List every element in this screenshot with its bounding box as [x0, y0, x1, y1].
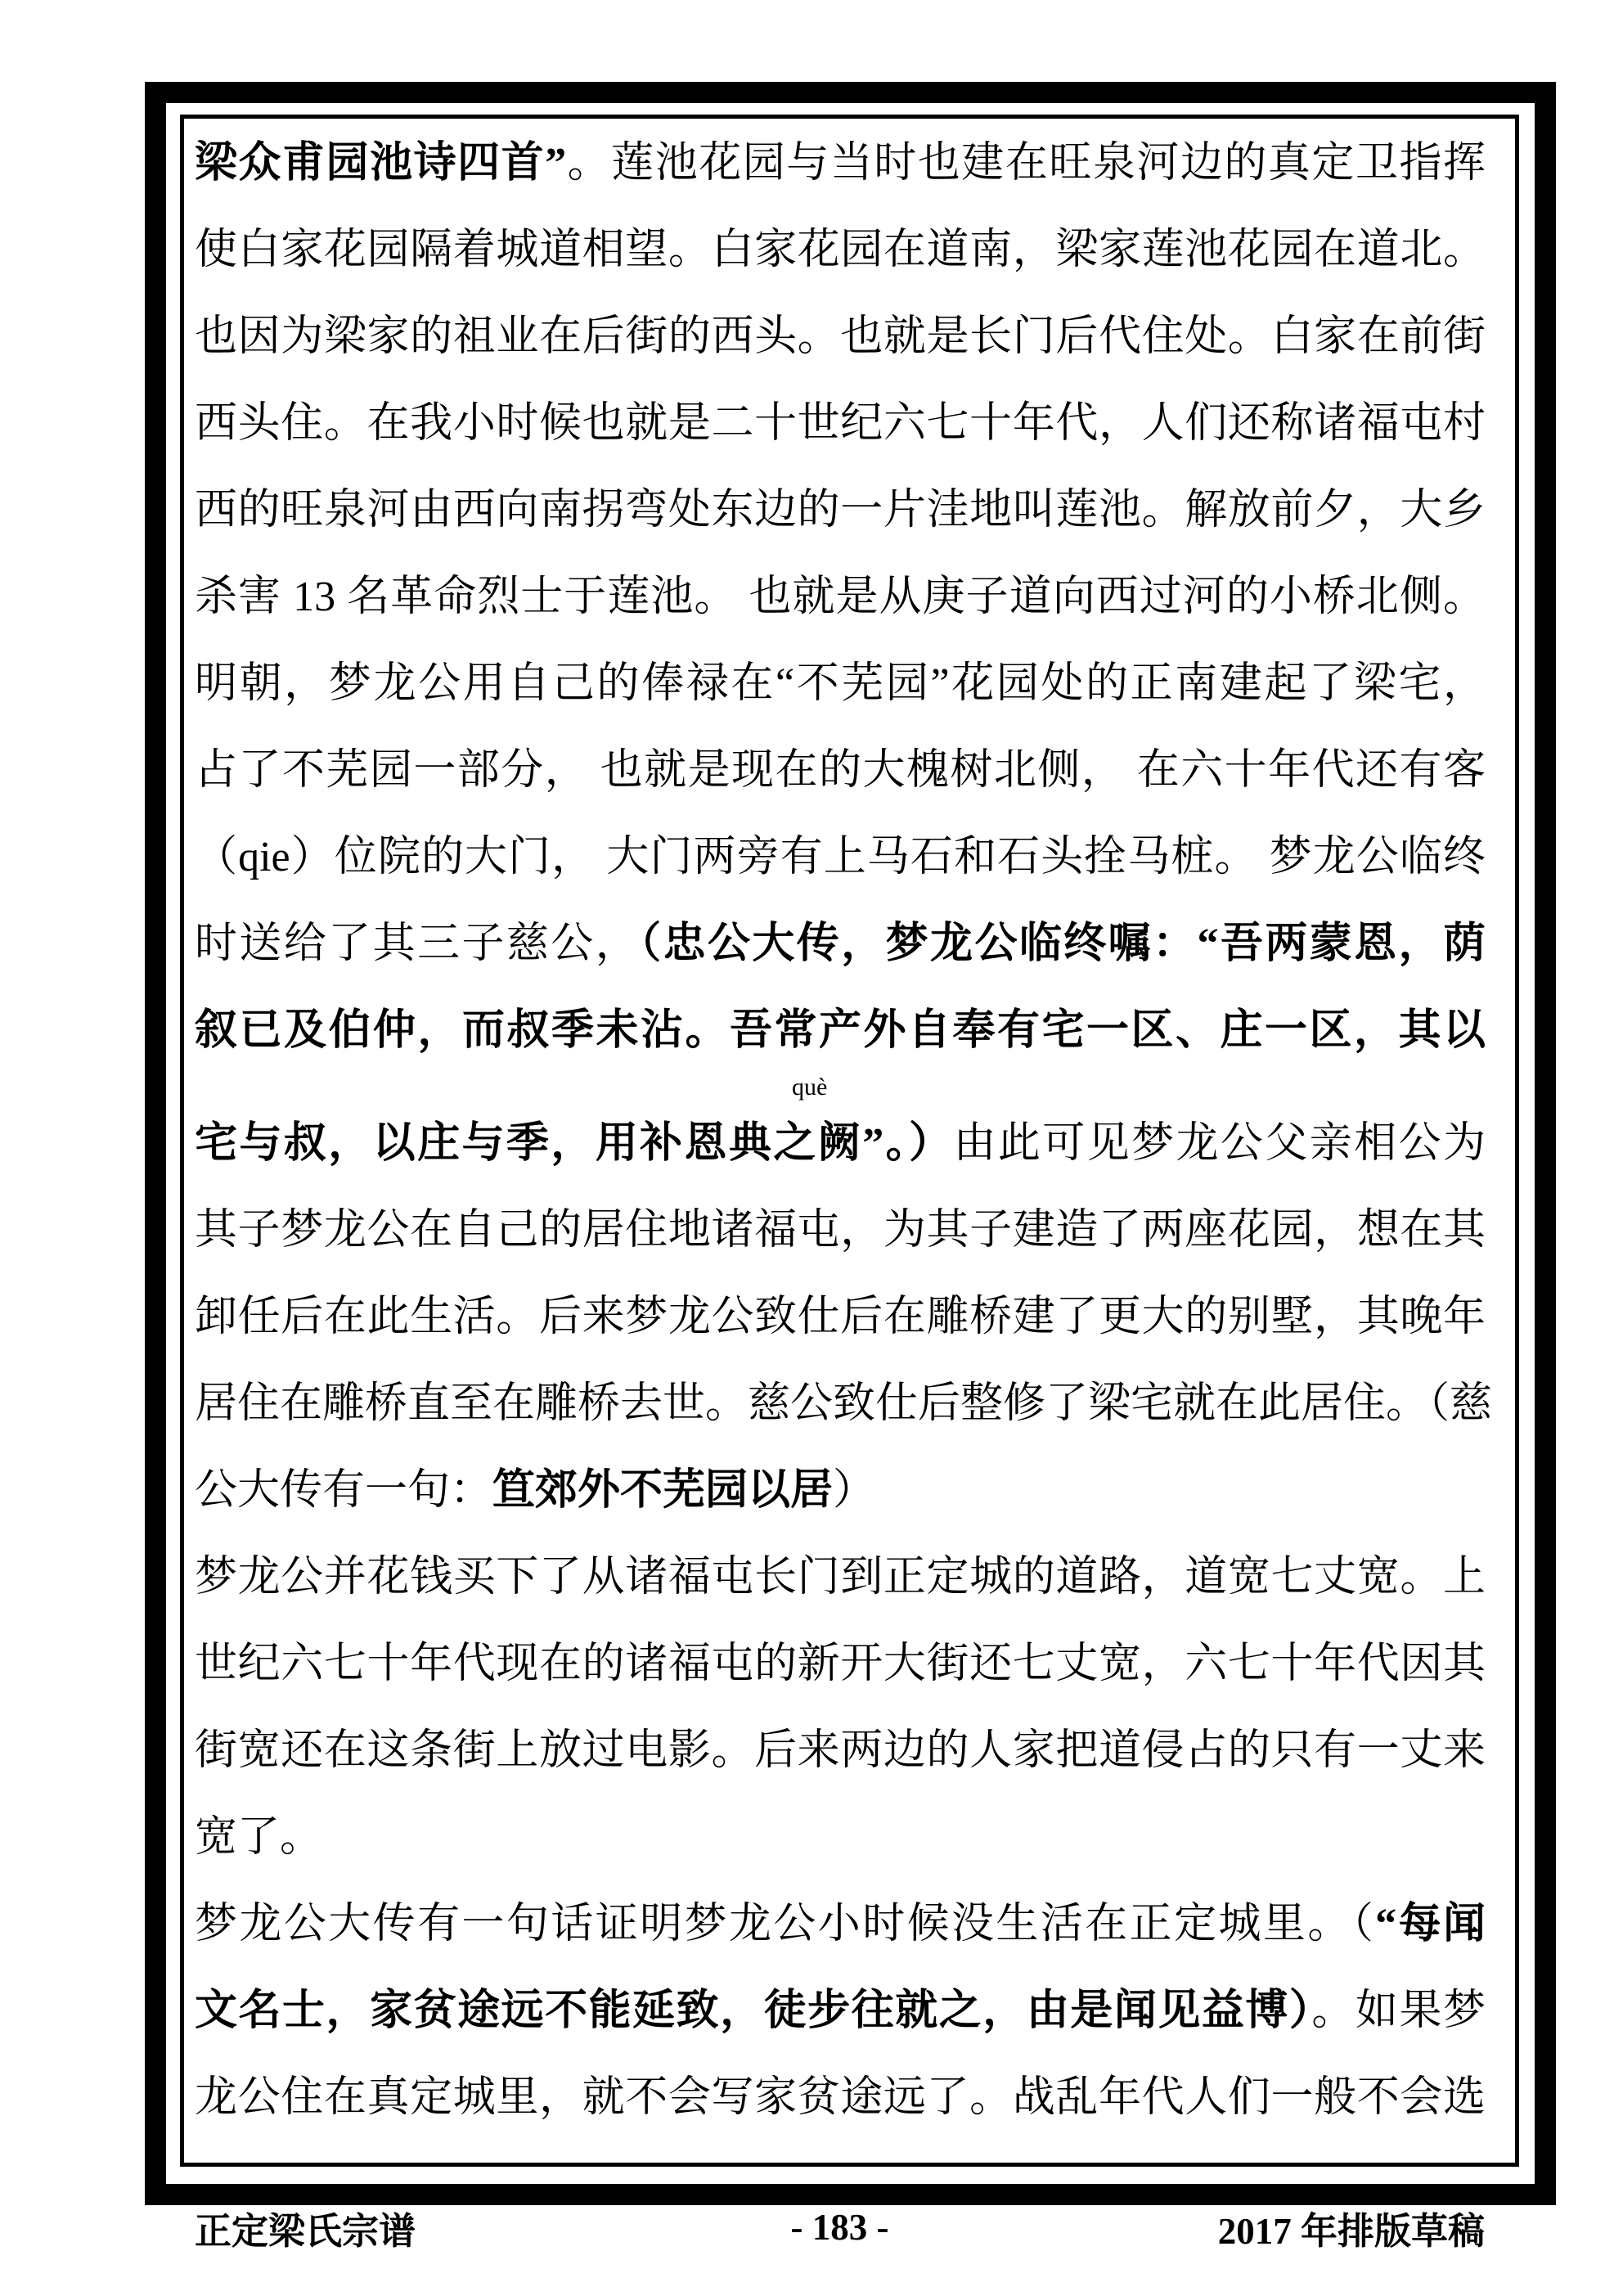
text-line: [195, 901, 1486, 988]
text-segment: 世纪六七十年代现在的诸福屯的新开大街还七丈宽，六七十年代因其: [195, 1641, 1486, 1687]
text-line: [195, 1621, 1486, 1708]
text-segment: 龙公住在真定城里，就不会写家贫途远了。战乱年代人们一般不会选: [195, 2074, 1486, 2121]
text-line: [195, 1968, 1486, 2055]
text-line: [195, 2055, 1486, 2141]
bold-text-segment: 梁众甫园池诗四首”: [195, 140, 567, 187]
inner-border-frame: [180, 115, 1519, 2167]
text-line: [195, 554, 1486, 641]
text-line: [195, 1794, 1486, 1881]
text-line: [195, 294, 1486, 380]
text-segment: 。如果梦: [1311, 1988, 1486, 2034]
bold-text-segment: 文名士，家贫途远不能延致，徒步往就之，由是闻见益博）: [195, 1988, 1312, 2034]
footer-page-number: - 183 -: [790, 2207, 889, 2248]
text-segment: ）: [833, 1467, 876, 1514]
text-segment: 。莲池花园与当时也建在旺泉河边的真定卫指挥: [566, 140, 1486, 187]
bold-text-segment: 笪郊外不芜园以居: [492, 1467, 834, 1514]
text-line: [195, 641, 1486, 727]
text-line: [195, 1101, 1486, 1187]
footer-book-title: 正定梁氏宗谱: [195, 2210, 416, 2252]
text-segment: 西的旺泉河由西向南拐弯处东边的一片洼地叫莲池。解放前夕，大乡: [195, 487, 1486, 533]
bold-text-segment: （忠公大传，梦龙公临终嘱：“吾两蒙恩，荫: [640, 921, 1486, 967]
text-line: [195, 814, 1486, 901]
text-line: [195, 988, 1486, 1074]
text-segment: 其子梦龙公在自己的居住地诸福屯，为其子建造了两座花园，想在其: [195, 1207, 1486, 1254]
text-segment: 时送给了其三子慈公，: [195, 921, 641, 967]
text-segment: què: [792, 1074, 828, 1101]
text-line: [195, 1447, 1486, 1534]
text-line: [195, 380, 1486, 467]
text-segment: 由此可见梦龙公父亲相公为: [953, 1120, 1486, 1167]
bold-text-segment: “每闻: [1375, 1901, 1486, 1947]
text-segment: （qie）位院的大门， 大门两旁有上马石和石头拴马桩。 梦龙公临终: [195, 834, 1486, 880]
text-line: [195, 1881, 1486, 1968]
text-segment: 占了不芜园一部分， 也就是现在的大槐树北侧， 在六十年代还有客: [195, 747, 1486, 794]
text-segment: 卸任后在此生活。后来梦龙公致仕后在雕桥建了更大的别墅，其晚年: [195, 1294, 1486, 1340]
text-line: [195, 467, 1486, 554]
text-segment: 使白家花园隔着城道相望。白家花园在道南，梁家莲池花园在道北。: [195, 227, 1486, 273]
text-line: [195, 207, 1486, 294]
bold-text-segment: 宅与叔，以庄与季，用补恩典之阙”。）: [195, 1120, 954, 1167]
footer-edition-note: 2017 年排版草稿: [1217, 2210, 1486, 2252]
text-line: [195, 1274, 1486, 1361]
text-segment: 西头住。在我小时候也就是二十世纪六七十年代，人们还称诸福屯村: [195, 400, 1486, 447]
text-segment: 杀害 13 名革命烈士于莲池。 也就是从庚子道向西过河的小桥北侧。: [195, 574, 1486, 620]
text-segment: 公大传有一句：: [195, 1467, 493, 1514]
text-segment: 也因为梁家的祖业在后街的西头。也就是长门后代住处。白家在前街: [195, 313, 1486, 360]
page-footer: [195, 2203, 1485, 2252]
text-segment: 梦龙公大传有一句话证明梦龙公小时候没生活在正定城里。（: [195, 1901, 1376, 1947]
text-lines: [195, 120, 1493, 2141]
text-segment: 明朝，梦龙公用自己的俸禄在“不芜园”花园处的正南建起了梁宅，: [195, 660, 1486, 707]
text-segment: 梦龙公并花钱买下了从诸福屯长门到正定城的道路，道宽七丈宽。上: [195, 1554, 1486, 1600]
text-line: [195, 1187, 1486, 1274]
pinyin-annotation-line: [195, 1074, 1486, 1101]
text-line: [195, 120, 1486, 207]
text-segment: 宽了。: [195, 1814, 323, 1861]
text-segment: 街宽还在这条街上放过电影。后来两边的人家把道侵占的只有一丈来: [195, 1727, 1486, 1774]
text-line: [195, 727, 1486, 814]
bold-text-segment: 叙已及伯仲，而叔季未沾。吾常产外自奉有宅一区、庄一区，其以: [195, 1007, 1486, 1054]
text-segment: 居住在雕桥直至在雕桥去世。慈公致仕后整修了梁宅就在此居住。（慈: [195, 1380, 1493, 1427]
text-line: [195, 1534, 1486, 1621]
text-line: [195, 1361, 1493, 1447]
text-line: [195, 1708, 1486, 1794]
